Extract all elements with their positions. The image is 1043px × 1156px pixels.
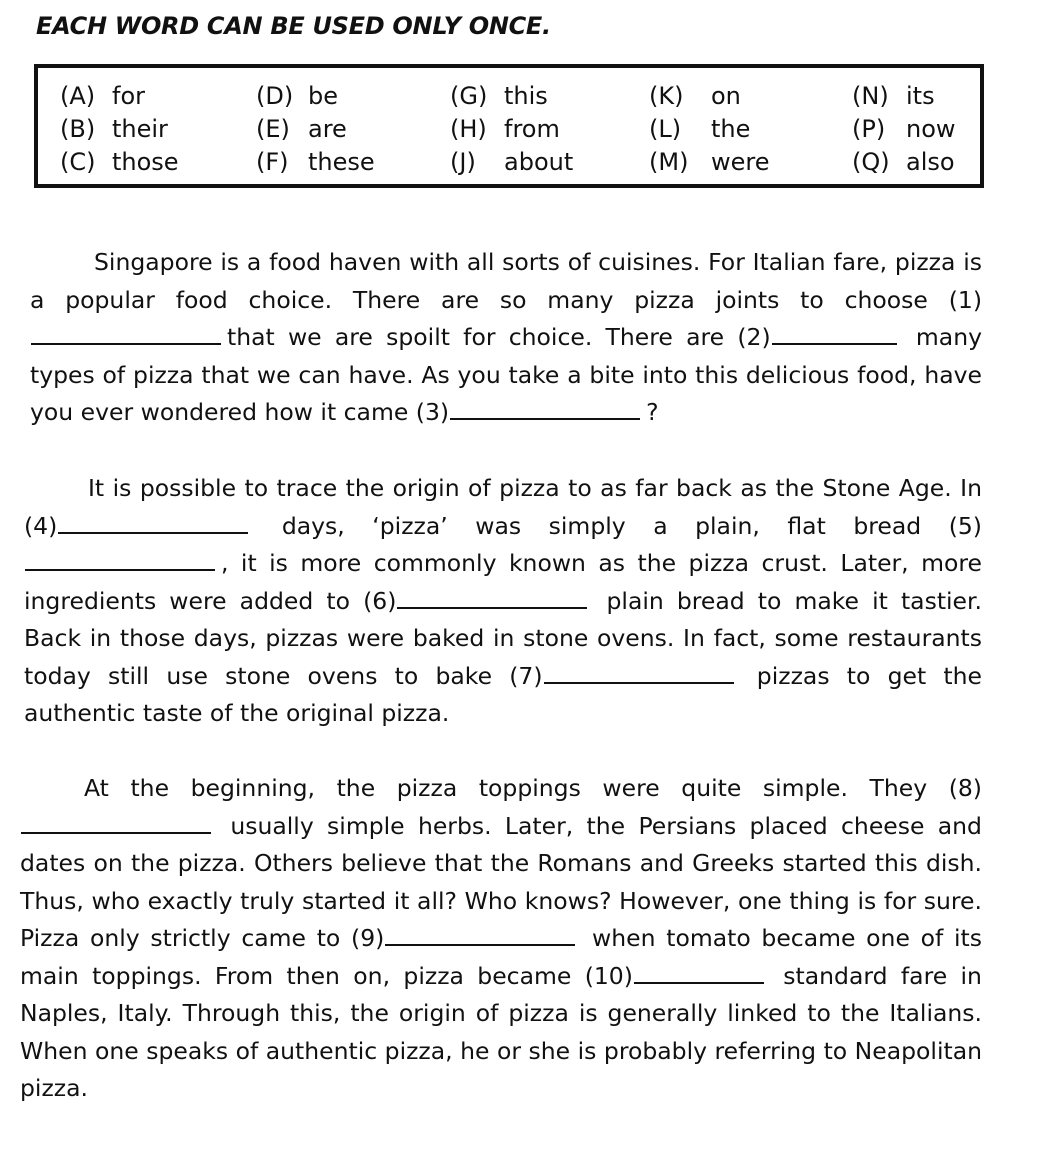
passage-paragraph-3 xyxy=(20,770,982,1108)
option-word: the xyxy=(711,115,751,143)
word-bank-box xyxy=(34,64,984,188)
passage-paragraph-1 xyxy=(30,244,982,432)
passage-text: that we are spoilt for choice. There are xyxy=(227,323,725,351)
blank-number-8: (8) xyxy=(948,774,982,802)
option-letter: (Q) xyxy=(852,148,890,176)
blank-number-5: (5) xyxy=(948,511,982,540)
option-word: are xyxy=(308,115,347,143)
word-option-k xyxy=(649,80,770,113)
word-option-e xyxy=(256,113,375,146)
blank-2[interactable] xyxy=(772,342,897,345)
passage-text: many types of pizza that we can have. As you take a bite into this delicious food, have you ever wondered how it came xyxy=(30,323,982,426)
option-letter: (F) xyxy=(256,148,289,176)
option-word: were xyxy=(711,148,770,176)
option-letter: (L) xyxy=(649,115,682,143)
option-word: be xyxy=(308,82,338,110)
option-letter: (K) xyxy=(649,82,684,110)
passage-text: At the beginning, the pizza toppings were quite simple. They xyxy=(84,774,928,802)
passage-text: pizzas to get the authentic taste of the original pizza. xyxy=(24,661,982,727)
blank-4[interactable] xyxy=(58,531,248,534)
option-letter: (D) xyxy=(256,82,294,110)
option-word: also xyxy=(906,148,955,176)
option-letter: (P) xyxy=(852,115,886,143)
option-letter: (C) xyxy=(60,148,96,176)
word-option-c xyxy=(60,146,179,179)
word-bank-column-3 xyxy=(450,80,573,179)
option-letter: (H) xyxy=(450,115,487,143)
blank-3[interactable] xyxy=(450,417,640,420)
word-option-b xyxy=(60,113,179,146)
word-option-h xyxy=(450,113,573,146)
blank-6[interactable] xyxy=(397,606,587,609)
option-word: now xyxy=(906,115,956,143)
option-letter: (M) xyxy=(649,148,689,176)
blank-number-2: (2) xyxy=(737,323,771,351)
word-option-g xyxy=(450,80,573,113)
word-option-p xyxy=(852,113,956,146)
option-letter: (B) xyxy=(60,115,96,143)
word-option-a xyxy=(60,80,179,113)
option-word: about xyxy=(504,148,574,176)
blank-number-1: (1) xyxy=(948,285,982,314)
option-word: those xyxy=(112,148,179,176)
option-letter: (J) xyxy=(450,148,476,176)
blank-8[interactable] xyxy=(21,831,211,834)
passage-paragraph-2 xyxy=(24,470,982,733)
word-bank-column-4 xyxy=(649,80,770,179)
word-option-q xyxy=(852,146,956,179)
blank-7[interactable] xyxy=(544,681,734,684)
blank-number-10: (10) xyxy=(584,961,633,990)
word-bank-column-2 xyxy=(256,80,375,179)
passage-text: It is possible to trace the origin of pizza to as far back as the Stone Age. In xyxy=(88,474,982,502)
option-letter: (N) xyxy=(852,82,889,110)
passage-text: plain bread to make it tastier. Back in those days, pizzas were baked in stone ovens. In fact, some restaurants today still use stone ovens to bake xyxy=(24,586,982,690)
blank-1[interactable] xyxy=(31,342,221,345)
instruction-heading: EACH WORD CAN BE USED ONLY ONCE. xyxy=(36,12,551,40)
passage-text: days, ‘pizza’ was simply a plain, flat bread xyxy=(281,511,922,540)
word-option-m xyxy=(649,146,770,179)
option-word: these xyxy=(308,148,375,176)
word-option-d xyxy=(256,80,375,113)
passage-text: ? xyxy=(646,398,659,426)
blank-number-6: (6) xyxy=(363,586,397,615)
blank-number-9: (9) xyxy=(351,924,385,952)
option-word: from xyxy=(504,115,560,143)
word-option-l xyxy=(649,113,770,146)
passage-text: when tomato became one of its main toppings. From then on, pizza became xyxy=(20,924,982,990)
word-option-n xyxy=(852,80,956,113)
option-letter: (E) xyxy=(256,115,290,143)
blank-number-3: (3) xyxy=(415,398,450,426)
option-word: this xyxy=(504,82,548,110)
blank-9[interactable] xyxy=(385,943,575,946)
passage-text: standard fare in Naples, Italy. Through this, the origin of pizza is generally linked to the Italians. When one speaks of authentic pizza, he or she is probably referring to Neapolitan pizza. xyxy=(20,961,982,1102)
word-option-j xyxy=(450,146,573,179)
word-bank-column-5 xyxy=(852,80,956,179)
option-word: their xyxy=(112,115,168,143)
word-bank-column-1 xyxy=(60,80,179,179)
passage-text: , it is more commonly known as the pizza crust. Later, more ingredients were added to xyxy=(24,549,982,615)
option-word: its xyxy=(906,82,935,110)
passage-text: Singapore is a food haven with all sorts of cuisines. For Italian fare, pizza is a popular food choice. There are so many pizza joints to choose xyxy=(30,248,982,314)
option-letter: (G) xyxy=(450,82,488,110)
blank-number-7: (7) xyxy=(509,661,543,690)
passage-text: usually simple herbs. Later, the Persians placed cheese and dates on the pizza. Others believe that the Romans and Greeks started this dish. Thus, who exactly truly started it all? Who knows? However, one thing is for sure. Pizza only strictly came to xyxy=(20,811,982,952)
blank-5[interactable] xyxy=(25,568,215,571)
option-word: on xyxy=(711,82,741,110)
blank-10[interactable] xyxy=(634,981,764,984)
option-word: for xyxy=(112,82,145,110)
option-letter: (A) xyxy=(60,82,96,110)
word-option-f xyxy=(256,146,375,179)
blank-number-4: (4) xyxy=(24,511,58,540)
